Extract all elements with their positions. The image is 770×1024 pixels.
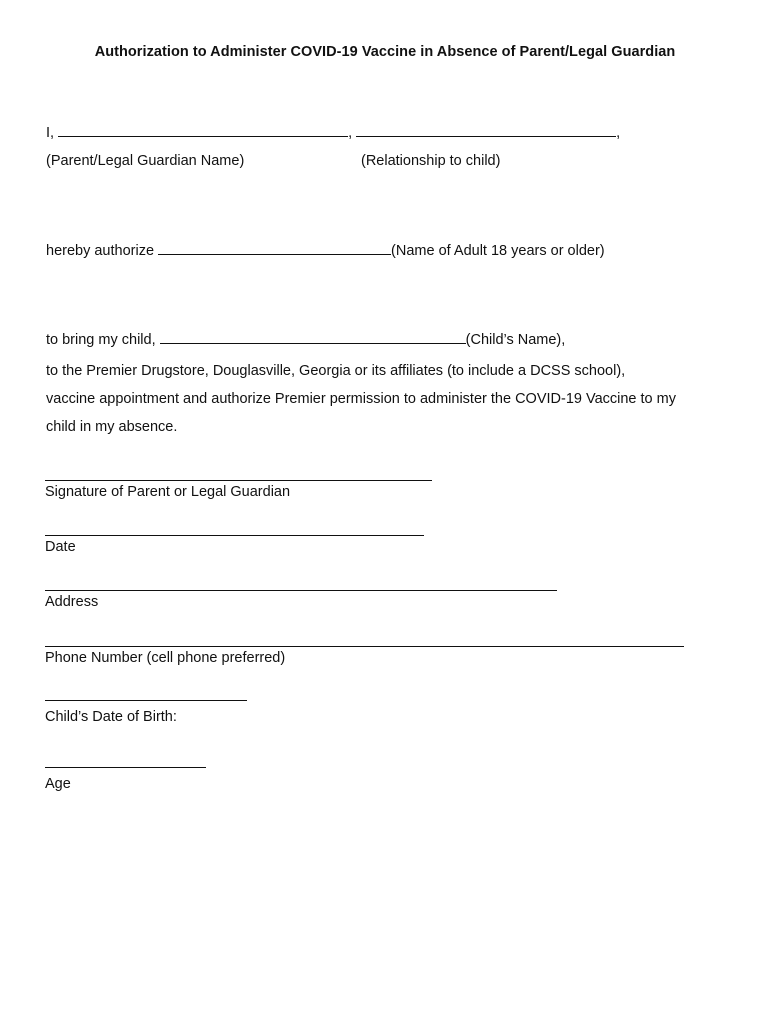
- signature-label: Signature of Parent or Legal Guardian: [45, 484, 291, 500]
- relationship-field[interactable]: [356, 124, 616, 137]
- bring-suffix: (Child’s Name),: [465, 332, 566, 348]
- comma-1: ,: [348, 125, 353, 141]
- bring-prefix: to bring my child,: [46, 332, 156, 348]
- address-field[interactable]: [45, 590, 557, 591]
- bring-child-line: [46, 331, 565, 348]
- paragraph-line-3: child in my absence.: [46, 419, 178, 435]
- i-prefix: I,: [46, 125, 55, 141]
- dob-field[interactable]: [45, 700, 247, 701]
- dob-label: Child’s Date of Birth:: [45, 709, 177, 725]
- guardian-line: [46, 124, 620, 141]
- phone-field[interactable]: [45, 646, 684, 647]
- age-field[interactable]: [45, 767, 206, 768]
- address-label: Address: [45, 594, 99, 610]
- guardian-name-field[interactable]: [58, 124, 348, 137]
- paragraph-line-2: vaccine appointment and authorize Premier permission to administer the COVID-19 Vaccine to my: [46, 391, 676, 407]
- authorize-prefix: hereby authorize: [46, 243, 155, 259]
- phone-label: Phone Number (cell phone preferred): [45, 650, 286, 666]
- guardian-name-caption: (Parent/Legal Guardian Name): [46, 153, 245, 169]
- authorized-adult-field[interactable]: [158, 242, 391, 255]
- date-label: Date: [45, 539, 76, 555]
- date-field[interactable]: [45, 535, 424, 536]
- paragraph-line-1: to the Premier Drugstore, Douglasville, Georgia or its affiliates (to include a DCSS school),: [46, 363, 626, 379]
- authorize-line: [46, 242, 605, 259]
- comma-2: ,: [616, 125, 621, 141]
- age-label: Age: [45, 776, 71, 792]
- signature-field[interactable]: [45, 480, 432, 481]
- child-name-field[interactable]: [160, 331, 466, 344]
- document-title: Authorization to Administer COVID-19 Vaccine in Absence of Parent/Legal Guardian: [94, 44, 676, 60]
- authorize-suffix: (Name of Adult 18 years or older): [391, 243, 605, 259]
- relationship-caption: (Relationship to child): [361, 153, 501, 169]
